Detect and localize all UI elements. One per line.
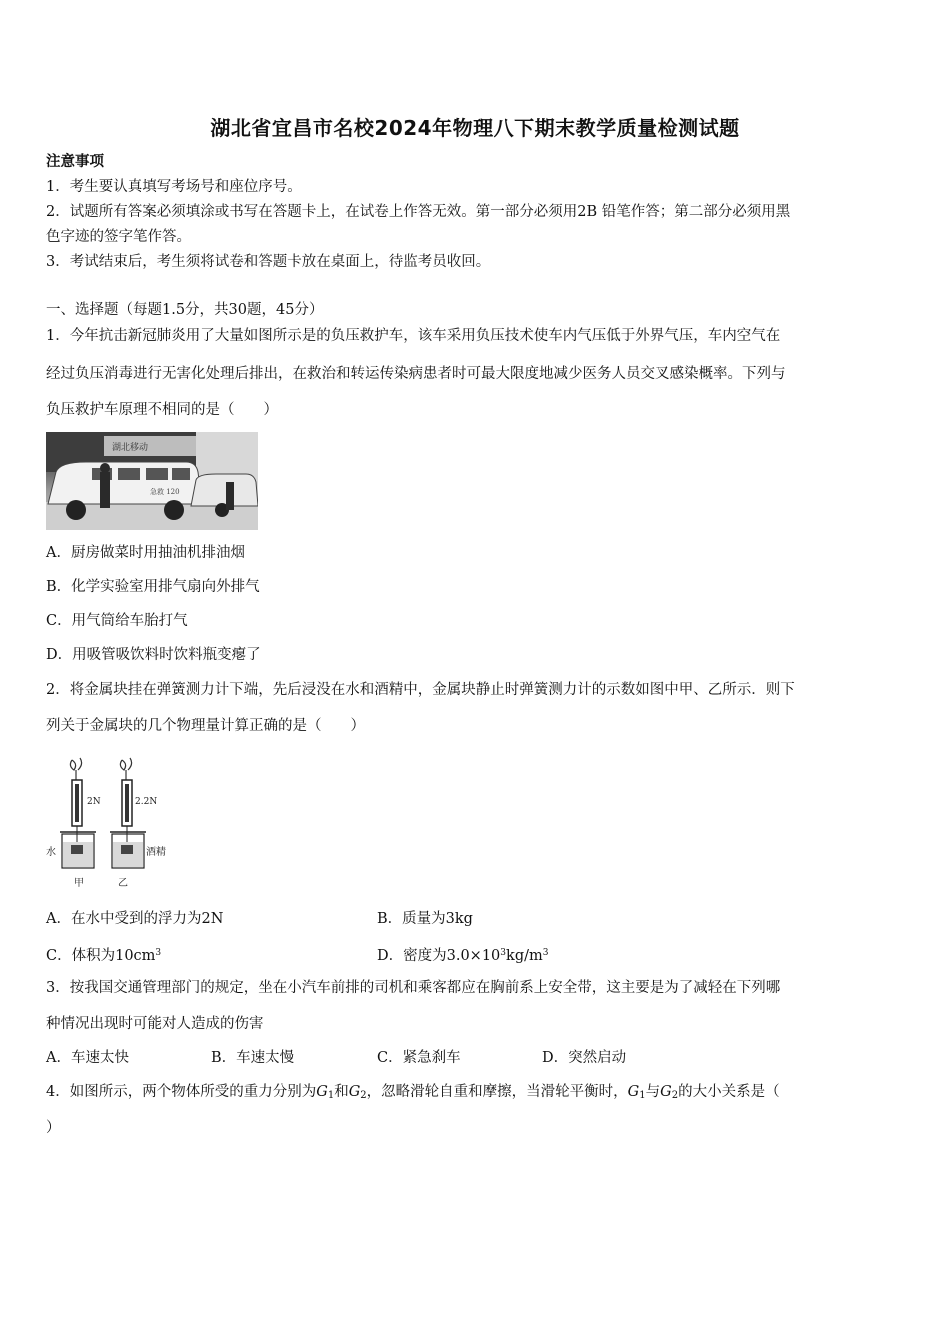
question-3-option-c[interactable]: C．紧急刹车 <box>377 1050 461 1066</box>
question-1-text: 1．今年抗击新冠肺炎用了大量如图所示是的负压救护车，该车采用负压技术使车内气压低于外界气压，车内空气在 <box>46 328 781 344</box>
question-2-text: 2．将金属块挂在弹簧测力计下端，先后浸没在水和酒精中，金属块静止时弹簧测力计的示数如图中甲、乙所示．则下 <box>46 682 795 698</box>
notice-item: 3．考试结束后，考生须将试卷和答题卡放在桌面上，待监考员收回。 <box>46 254 491 270</box>
reading-left: 2N <box>87 797 101 807</box>
question-2-option-b[interactable]: B．质量为3kg <box>377 911 473 927</box>
question-1-option-b[interactable]: B．化学实验室用排气扇向外排气 <box>46 579 260 595</box>
ambulance-label-text: 急救 120 <box>150 488 180 496</box>
question-4-text-end: ） <box>46 1120 61 1136</box>
notice-item: 2．试题所有答案必须填涂或书写在答题卡上，在试卷上作答无效。第一部分必须用2B 铅笔作答；第二部分必须用黑 <box>46 204 791 220</box>
question-2-option-a[interactable]: A．在水中受到的浮力为2N <box>46 911 224 927</box>
question-3-option-a[interactable]: A．车速太快 <box>46 1050 129 1066</box>
question-3-option-d[interactable]: D．突然启动 <box>542 1050 627 1066</box>
question-1-option-c[interactable]: C．用气筒给车胎打气 <box>46 613 188 629</box>
ambulance-photo <box>46 432 258 530</box>
question-2-text: 列关于金属块的几个物理量计算正确的是（ ） <box>46 718 365 734</box>
question-1-option-d[interactable]: D．用吸管吸饮料时饮料瓶变瘪了 <box>46 647 261 663</box>
question-4-text: 4．如图所示，两个物体所受的重力分别为$G_1$和$G_2$，忽略滑轮自重和摩擦，当滑轮平衡时，$G_1$与$G_2$的大小关系是（ <box>46 1084 780 1101</box>
notice-item: 色字迹的签字笔作答。 <box>46 229 191 245</box>
question-1-text: 负压救护车原理不相同的是（ ） <box>46 402 278 418</box>
notice-item: 1．考生要认真填写考场号和座位序号。 <box>46 179 302 195</box>
caption-jia: 甲 <box>74 878 84 889</box>
section-heading: 一、选择题（每题1.5分，共30题，45分） <box>46 302 324 318</box>
question-1-option-a[interactable]: A．厨房做菜时用抽油机排油烟 <box>46 545 245 561</box>
question-1-text: 经过负压消毒进行无害化处理后排出，在救治和转运传染病患者时可最大限度地减少医务人员交叉感染概率。下列与 <box>46 366 786 382</box>
question-2-option-c[interactable]: C．体积为$10cm^3$ <box>46 948 162 964</box>
liquid-label-water: 水 <box>46 847 56 858</box>
question-3-option-b[interactable]: B．车速太慢 <box>211 1050 295 1066</box>
photo-sign-text: 湖北移动 <box>112 443 149 453</box>
caption-yi: 乙 <box>118 878 128 889</box>
question-3-text: 3．按我国交通管理部门的规定，坐在小汽车前排的司机和乘客都应在胸前系上安全带，这主要是为了减轻在下列哪 <box>46 980 781 996</box>
reading-right: 2.2N <box>135 797 158 807</box>
question-2-option-d[interactable]: D．密度为$3.0\times 10^3kg/m^3$ <box>377 948 549 964</box>
page-title: 湖北省宜昌市名校2024年物理八下期末教学质量检测试题 <box>210 116 740 140</box>
spring-scale-figure <box>40 752 180 892</box>
notice-heading: 注意事项 <box>46 153 104 170</box>
liquid-label-alcohol: 酒精 <box>146 847 166 858</box>
question-3-text: 种情况出现时可能对人造成的伤害 <box>46 1016 264 1032</box>
